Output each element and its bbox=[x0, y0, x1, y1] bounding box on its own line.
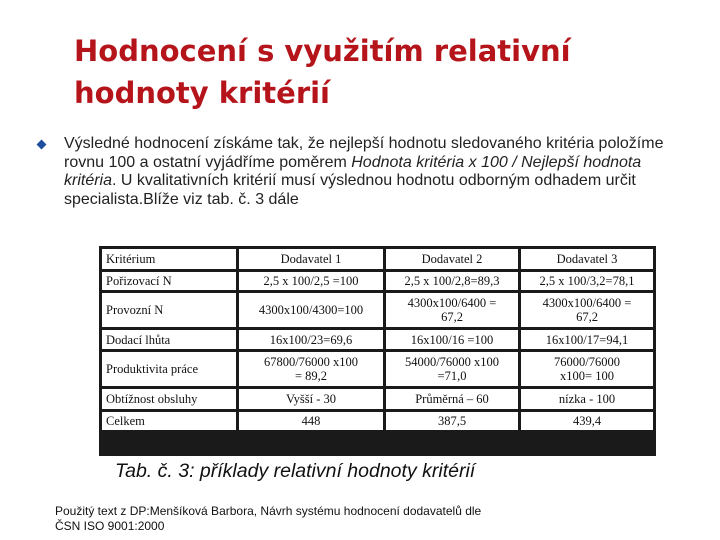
table-row bbox=[102, 389, 653, 409]
value-cell: 439,4 bbox=[521, 412, 653, 430]
row-label: Obtížnost obsluhy bbox=[102, 389, 236, 409]
value-cell: 448 bbox=[239, 412, 383, 430]
table-caption: Tab. č. 3: příklady relativní hodnoty kritérií bbox=[115, 460, 476, 482]
value-cell: 16x100/17=94,1 bbox=[521, 330, 653, 349]
header-cell-criterion: Kritérium bbox=[102, 249, 236, 269]
slide-title-line2: hodnoty kritérií bbox=[74, 76, 331, 110]
bullet-paragraph bbox=[38, 135, 698, 209]
table-row bbox=[102, 293, 653, 327]
bullet-text-part-a: Výsledné hodnocení získáme tak, že nejlepší hodnotu sledovaného kritéria položíme rovnu 100 a ostatní vyjádříme poměrem bbox=[64, 135, 664, 171]
row-label: Celkem bbox=[102, 412, 236, 430]
table-header-row bbox=[102, 249, 653, 269]
value-cell: 4300x100/6400 = 67,2 bbox=[386, 293, 518, 327]
value-cell: 16x100/16 =100 bbox=[386, 330, 518, 349]
bullet-text-part-b: . U kvalitativních kritérií musí výslednou hodnotu odborným odhadem určit specialista.Blíže viz tab. č. 3 dále bbox=[64, 172, 636, 208]
header-cell-supplier-1: Dodavatel 1 bbox=[239, 249, 383, 269]
value-cell: 2,5 x 100/2,8=89,3 bbox=[386, 272, 518, 290]
table-row bbox=[102, 272, 653, 290]
header-cell-supplier-3: Dodavatel 3 bbox=[521, 249, 653, 269]
row-label: Pořizovací N bbox=[102, 272, 236, 290]
bullet-text bbox=[64, 135, 698, 209]
row-label: Dodací lhůta bbox=[102, 330, 236, 349]
source-note bbox=[55, 504, 615, 534]
value-cell: 67800/76000 x100 = 89,2 bbox=[239, 352, 383, 386]
table-row bbox=[102, 330, 653, 349]
value-cell: Vyšší - 30 bbox=[239, 389, 383, 409]
slide-title-line1: Hodnocení s využitím relativní bbox=[74, 34, 571, 68]
criteria-table bbox=[99, 246, 656, 433]
row-label: Produktivita práce bbox=[102, 352, 236, 386]
value-cell: 2,5 x 100/2,5 =100 bbox=[239, 272, 383, 290]
value-cell: 4300x100/6400 = 67,2 bbox=[521, 293, 653, 327]
value-cell: 76000/76000 x100= 100 bbox=[521, 352, 653, 386]
value-cell: 2,5 x 100/3,2=78,1 bbox=[521, 272, 653, 290]
value-cell: nízka - 100 bbox=[521, 389, 653, 409]
value-cell: 54000/76000 x100 =71,0 bbox=[386, 352, 518, 386]
table-row bbox=[102, 352, 653, 386]
bullet-text-formula: Hodnota kritéria x 100 / Nejlepší hodnota kritéria bbox=[64, 153, 642, 189]
header-cell-supplier-2: Dodavatel 2 bbox=[386, 249, 518, 269]
table-row bbox=[102, 412, 653, 430]
value-cell: 4300x100/4300=100 bbox=[239, 293, 383, 327]
source-line2: ČSN ISO 9001:2000 bbox=[55, 519, 165, 533]
source-line1: Použitý text z DP:Menšíková Barbora, Návrh systému hodnocení dodavatelů dle bbox=[55, 504, 482, 518]
value-cell: Průměrná – 60 bbox=[386, 389, 518, 409]
slide-title bbox=[74, 30, 674, 114]
row-label: Provozní N bbox=[102, 293, 236, 327]
value-cell: 16x100/23=69,6 bbox=[239, 330, 383, 349]
value-cell: 387,5 bbox=[386, 412, 518, 430]
diamond-bullet-icon bbox=[37, 140, 47, 150]
